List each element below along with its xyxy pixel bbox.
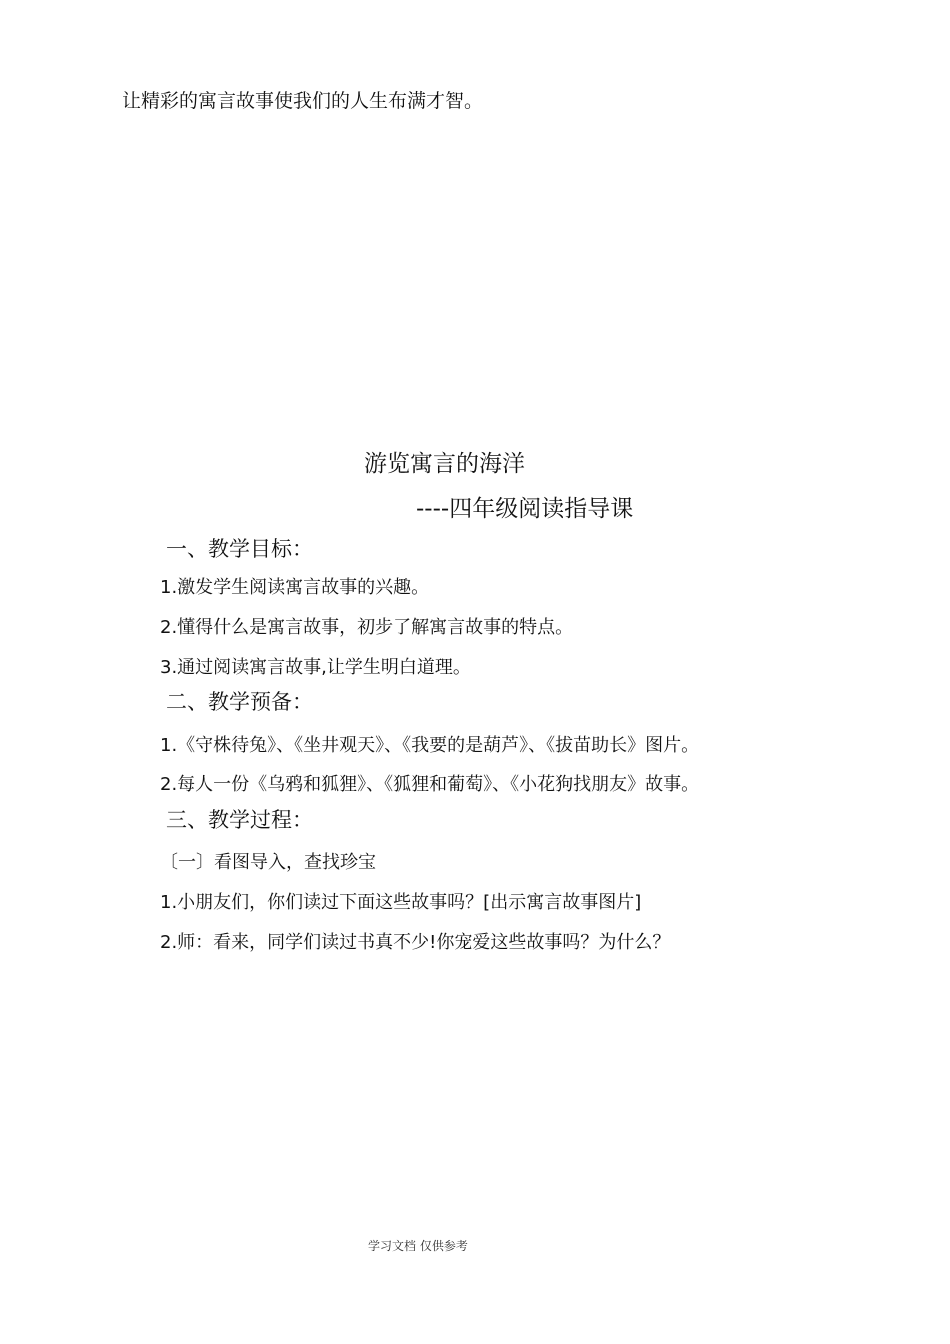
closing-sentence: 让精彩的寓言故事使我们的人生布满才智。 bbox=[122, 90, 484, 112]
goal-item-1: 1.激发学生阅读寓言故事的兴趣。 bbox=[160, 577, 430, 598]
section-heading-goals: 一、教学目标： bbox=[166, 537, 313, 561]
section-heading-preparation: 二、教学预备： bbox=[166, 690, 313, 714]
goal-item-2: 2.懂得什么是寓言故事，初步了解寓言故事的特点。 bbox=[160, 617, 574, 638]
document-title: 游览寓言的海洋 bbox=[364, 451, 525, 477]
goal-item-3: 3.通过阅读寓言故事,让学生明白道理。 bbox=[160, 657, 471, 678]
document-subtitle: ----四年级阅读指导课 bbox=[416, 496, 634, 522]
preparation-item-1: 1.《守株待兔》、《坐井观天》、《我要的是葫芦》、《拔苗助长》图片。 bbox=[160, 735, 700, 756]
preparation-item-2: 2.每人一份《乌鸦和狐狸》、《狐狸和葡萄》、《小花狗找朋友》故事。 bbox=[160, 774, 700, 795]
process-step-heading: 〔一〕看图导入，查找珍宝 bbox=[160, 852, 376, 873]
page-footer: 学习文档 仅供参考 bbox=[368, 1239, 468, 1253]
process-item-1: 1.小朋友们，你们读过下面这些故事吗？[出示寓言故事图片] bbox=[160, 892, 642, 913]
process-item-2: 2.师：看来，同学们读过书真不少!你宠爱这些故事吗？为什么？ bbox=[160, 932, 671, 953]
section-heading-process: 三、教学过程： bbox=[166, 808, 313, 832]
